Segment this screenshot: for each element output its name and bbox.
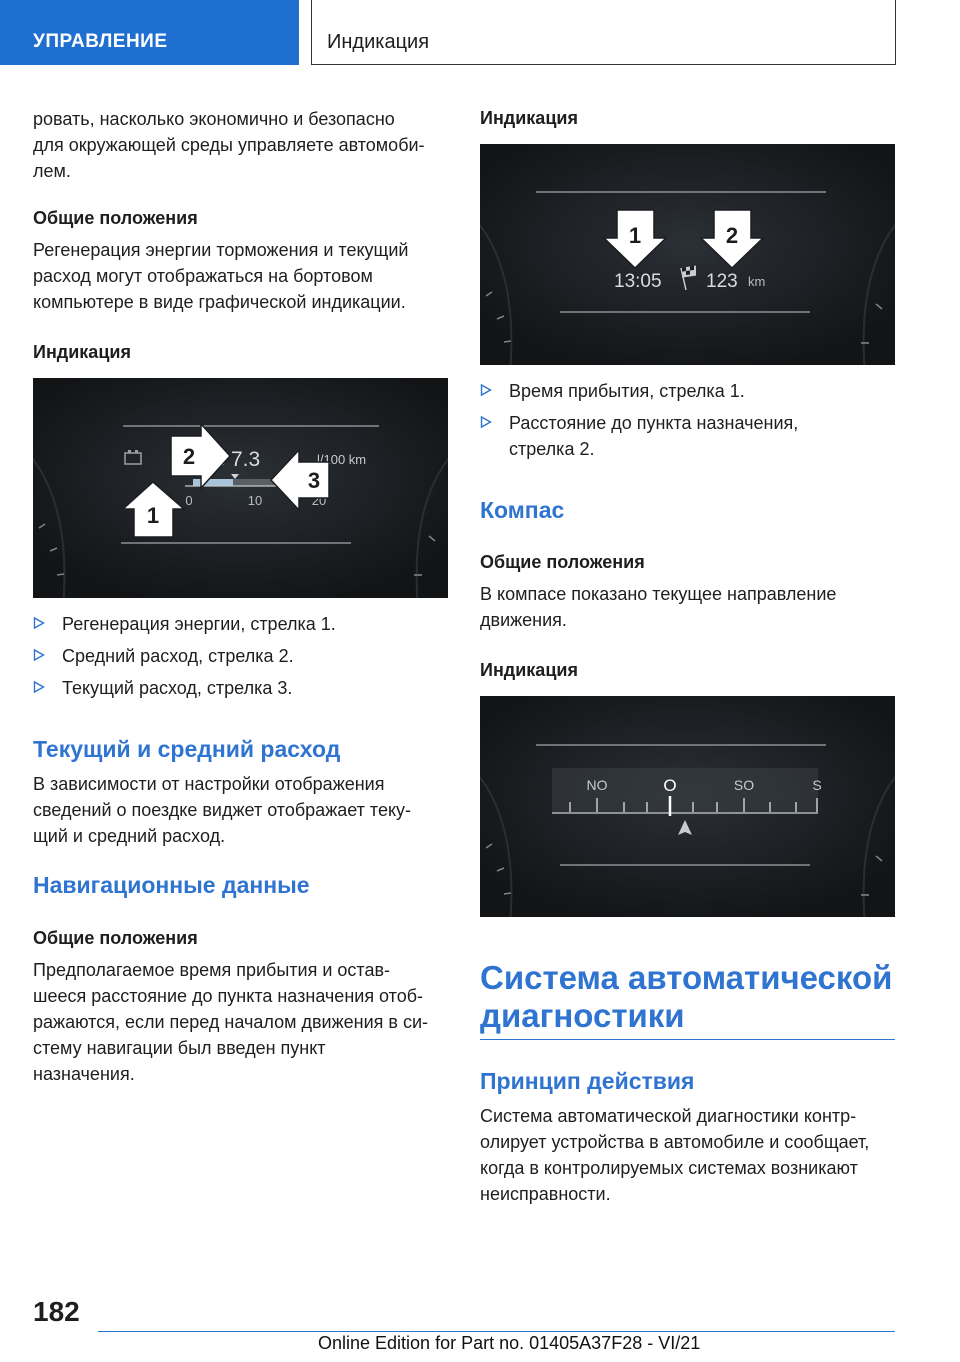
bullet-triangle-icon (33, 679, 45, 695)
svg-text:2: 2 (725, 223, 739, 248)
svg-text:3: 3 (307, 468, 321, 493)
fig2-bullet-list (480, 378, 900, 462)
fig1-tick: 20 (311, 493, 327, 508)
footer-rule (98, 1331, 895, 1332)
list-item: Время прибытия, стрелка 1. (480, 378, 900, 404)
subheading-general: Общие положения (480, 552, 645, 572)
heading-consumption: Текущий и средний расход (33, 736, 341, 762)
arrival-time: 13:05 (614, 271, 662, 292)
intro-paragraph: ровать, насколько экономично и безопасно для окружающей среды управляете автомоби- лем. (33, 109, 425, 181)
remaining-distance: 123 (706, 271, 738, 292)
heading-compass: Компас (480, 497, 565, 523)
fig1-tick: 0 (185, 493, 193, 508)
list-item: Расстояние до пункта назначения, стрелка 2. (480, 410, 900, 462)
svg-text:1: 1 (146, 503, 160, 528)
bullet-triangle-icon (33, 647, 45, 663)
svg-text:2: 2 (182, 444, 196, 469)
page-number: 182 (33, 1296, 80, 1327)
fig1-unit: l/100 km (317, 452, 367, 467)
subheading-general: Общие положения (33, 208, 198, 228)
bullet-triangle-icon (480, 414, 492, 430)
header-section: УПРАВЛЕНИЕ (0, 0, 299, 65)
fig1-tick: 10 (247, 493, 263, 508)
navigation-display-figure (480, 144, 895, 365)
subheading-display: Индикация (480, 660, 578, 680)
compass-display-figure (480, 696, 895, 917)
heading-rule (480, 1039, 895, 1040)
list-item: Текущий расход, стрелка 3. (33, 675, 453, 701)
fig1-value: 7.3 (231, 448, 261, 471)
footer-edition: Online Edition for Part no. 01405A37F28 - VI/21 (318, 1333, 701, 1353)
principle-paragraph: Система автоматической диагностики контр- олирует устройства в автомобиле и сообщает, когда в контролируемых системах возникают неисправности. (480, 1106, 870, 1204)
regeneration-paragraph: Регенерация энергии торможения и текущий расход могут отображаться на бортовом компьютере в виде графической индикации. (33, 240, 409, 312)
subheading-display: Индикация (480, 108, 578, 128)
fig1-bullet-list (33, 611, 453, 701)
consumption-paragraph: В зависимости от настройки отображения сведений о поездке виджет отображает теку- щий и средний расход. (33, 774, 412, 846)
navigation-paragraph: Предполагаемое время прибытия и остав- шееся расстояние до пункта назначения отоб- ражаются, если перед началом движения в си- стему навигации был введен пункт назначения. (33, 960, 428, 1084)
heading-principle: Принцип действия (480, 1068, 695, 1094)
svg-text:1: 1 (628, 223, 642, 248)
heading-diagnostics: Система автоматической диагностики (480, 959, 893, 1034)
compass-paragraph: В компасе показано текущее направление движения. (480, 584, 837, 630)
compass-label: S (812, 777, 822, 793)
bullet-triangle-icon (33, 615, 45, 631)
header-chapter: Индикация (311, 0, 896, 65)
list-item: Средний расход, стрелка 2. (33, 643, 453, 669)
compass-label: SO (733, 777, 755, 793)
bullet-triangle-icon (480, 382, 492, 398)
heading-navigation: Навигационные данные (33, 872, 310, 898)
compass-label: NO (586, 777, 608, 793)
distance-unit: km (748, 274, 766, 289)
consumption-display-figure (33, 378, 448, 598)
subheading-display: Индикация (33, 342, 131, 362)
compass-label: O (663, 776, 677, 795)
subheading-general: Общие положения (33, 928, 198, 948)
list-item: Регенерация энергии, стрелка 1. (33, 611, 453, 637)
